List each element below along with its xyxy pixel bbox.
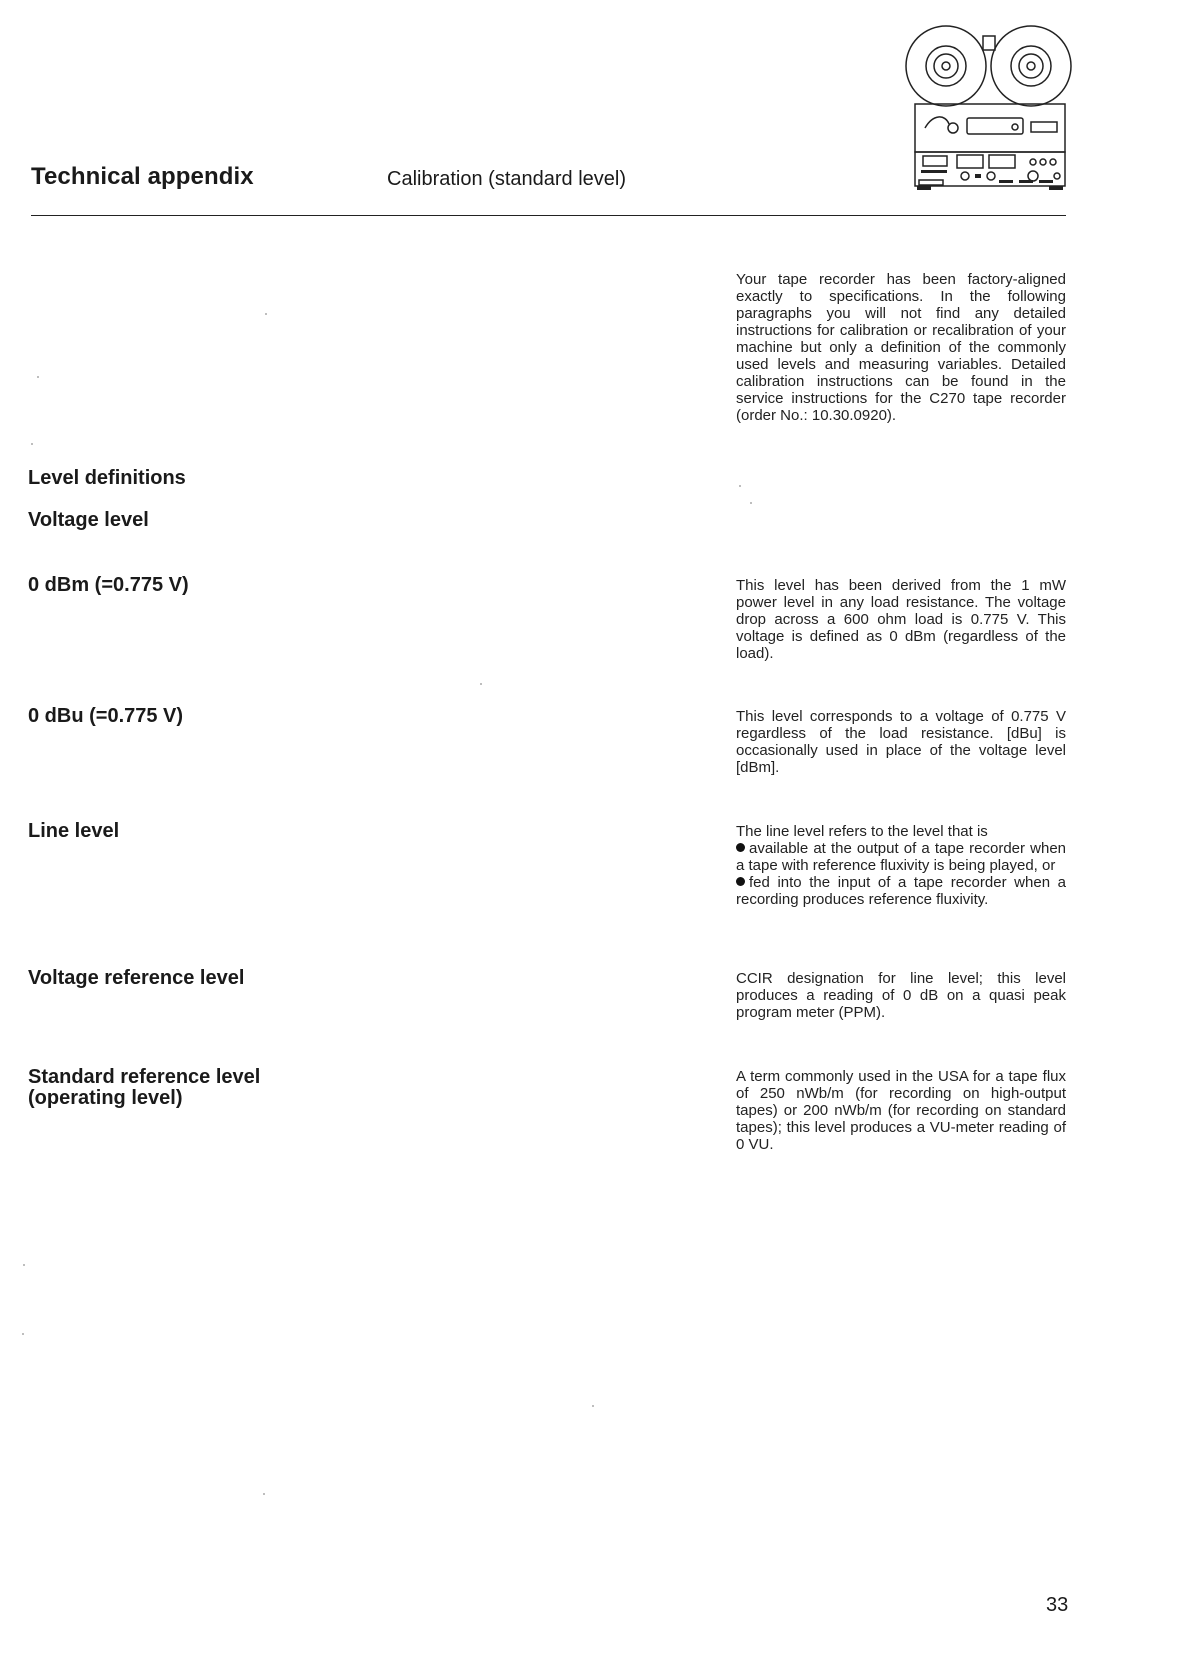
scan-speck [739,485,741,487]
header-rule [31,215,1066,216]
definition-0dbm-text: This level has been derived from the 1 mW power level in any load resistance. The voltage drop across a 600 ohm load is 0.775 V. This voltage is defined as 0 dBm (regardless of the load). [736,577,1066,662]
list-item: available at the output of a tape recorder when a tape with reference fluxivity is being played, or [736,840,1066,874]
term-0dbm: 0 dBm (=0.775 V) [28,574,189,596]
definition-line-level [736,823,1066,908]
scan-speck [592,1405,594,1407]
definition-standard-reference-level-text: A term commonly used in the USA for a tape flux of 250 nWb/m (for recording on high-output tapes) or 200 nWb/m (for recording on standard tapes); this level produces a VU-meter reading of 0 VU. [736,1068,1066,1153]
scan-speck [22,1333,24,1335]
scan-speck [263,1493,265,1495]
definition-voltage-reference-level-text: CCIR designation for line level; this level produces a reading of 0 dB on a quasi peak program meter (PPM). [736,970,1066,1021]
page-number: 33 [1046,1594,1069,1616]
term-line-level: Line level [28,820,120,842]
scan-speck [265,313,267,315]
intro-text: Your tape recorder has been factory-aligned exactly to specifications. In the following paragraphs you will not find any detailed instructions for calibration or recalibration of your machine but only a definition of the commonly used levels and measuring variables. Detailed calibration instructions can be found in the service instructions for the C270 tape recorder (order No.: 10.30.0920). [736,271,1066,424]
scan-speck [23,1264,25,1266]
definition-standard-reference-level [736,1068,1066,1153]
page-subtitle: Calibration (standard level) [387,168,627,190]
definition-line-level-intro: The line level refers to the level that is [736,823,988,840]
term-line-1: Standard reference level [28,1066,261,1088]
tape-recorder-icon [905,18,1075,190]
page-title: Technical appendix [31,163,254,190]
intro-paragraph [736,271,1066,424]
definition-0dbu [736,708,1066,776]
voltage-level-heading: Voltage level [28,509,149,531]
definition-voltage-reference-level [736,970,1066,1021]
bullet-icon [736,843,745,852]
term-line-2: (operating level) [28,1087,183,1109]
term-standard-reference-level [28,1067,260,1109]
term-voltage-reference-level: Voltage reference level [28,967,245,989]
scan-speck [750,502,752,504]
scan-speck [31,443,33,445]
bullet-icon [736,877,745,886]
list-item: fed into the input of a tape recorder when a recording produces reference fluxivity. [736,874,1066,908]
definition-0dbm [736,577,1066,662]
term-0dbu: 0 dBu (=0.775 V) [28,705,184,727]
definition-0dbu-text: This level corresponds to a voltage of 0.775 V regardless of the load resistance. [dBu] is occasionally used in place of the voltage level [dBm]. [736,708,1066,776]
scan-speck [37,376,39,378]
scan-speck [480,683,482,685]
level-definitions-heading: Level definitions [28,467,186,489]
